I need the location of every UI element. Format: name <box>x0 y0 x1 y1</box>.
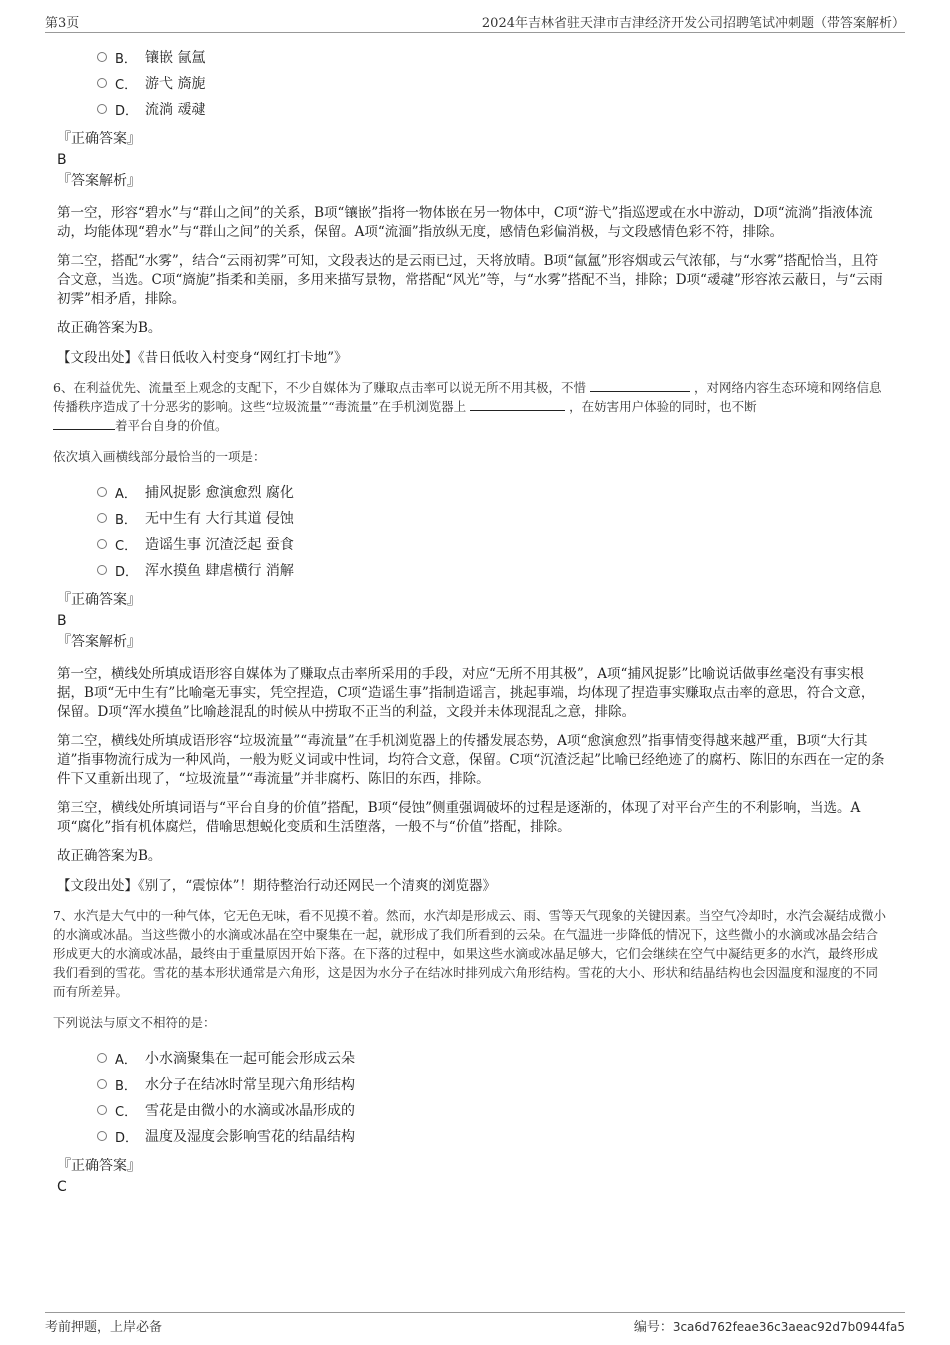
option-c[interactable]: C． 造谣生事 沉渣泛起 蚕食 <box>97 531 887 557</box>
analysis-paragraph: 第一空，横线处所填成语形容自媒体为了赚取点击率所采用的手段，对应“无所不用其极”，A项“捕风捉影”比喻说话做事丝毫没有事实根据，B项“无中生有”比喻毫无事实，凭空捏造，C项“造谣生事”指制造谣言，挑起事端，均体现了捏造事实赚取点击率的意思，符合文意，保留。D项“浑水摸鱼”比喻趁混乱的时候从中捞取不正当的利益，文段并未体现混乱之意，排除。 <box>57 666 875 720</box>
page-number: 第3页 <box>45 16 80 31</box>
q5-options <box>57 44 887 122</box>
radio-icon[interactable] <box>97 1053 107 1063</box>
answer-label: 『正确答案』 <box>57 131 141 147</box>
radio-icon[interactable] <box>97 104 107 114</box>
radio-icon[interactable] <box>97 513 107 523</box>
radio-icon[interactable] <box>97 1079 107 1089</box>
option-a[interactable]: A． 捕风捉影 愈演愈烈 腐化 <box>97 479 887 505</box>
radio-icon[interactable] <box>97 1131 107 1141</box>
source-citation: 【文段出处】《昔日低收入村变身“网红打卡地”》 <box>57 350 348 366</box>
document-code: 编号：3ca6d762feae36c3aeac92d7b0944fa5 <box>633 1320 905 1335</box>
analysis-paragraph: 第二空，横线处所填成语形容“垃圾流量”“毒流量”在手机浏览器上的传播发展态势，A项“愈演愈烈”指事情变得越来越严重，B项“大行其道”指事物流行成为一种风尚，一般为贬义词或中性词，均符合文意，保留。C项“沉渣泛起”比喻已经绝迹了的腐朽、陈旧的东西在一定的条件下又重新出现了，“垃圾流量”“毒流量”并非腐朽、陈旧的东西，排除。 <box>57 733 885 787</box>
analysis-label: 『答案解析』 <box>57 634 141 650</box>
analysis-paragraph: 第一空，形容“碧水”与“群山之间”的关系，B项“镶嵌”指将一物体嵌在另一物体中，C项“游弋”指巡逻或在水中游动，D项“流淌”指液体流动，均能体现“碧水”与“群山之间”的关系，保留。A项“流湎”指放纵无度，感情色彩偏消极，与文段感情色彩不符，排除。 <box>57 205 873 240</box>
radio-icon[interactable] <box>97 539 107 549</box>
option-b[interactable]: B． 镶嵌 氤氲 <box>97 44 887 70</box>
option-c[interactable]: C． 游弋 旖旎 <box>97 70 887 96</box>
page-content <box>53 44 887 1197</box>
q6-options <box>57 479 887 583</box>
page-header <box>45 12 905 33</box>
option-b[interactable]: B． 无中生有 大行其道 侵蚀 <box>97 505 887 531</box>
option-c[interactable]: C． 雪花是由微小的水滴或冰晶形成的 <box>97 1097 887 1123</box>
answer-label: 『正确答案』 <box>57 592 141 608</box>
answer-value: B <box>57 613 67 629</box>
question-7-stem: 7、水汽是大气中的一种气体，它无色无味，看不见摸不着。然而，水汽却是形成云、雨、雪等天气现象的关键因素。当空气冷却时，水汽会凝结成微小的水滴或冰晶。当这些微小的水滴或冰晶在空中聚集在一起，就形成了我们所看到的云朵。在气温进一步降低的情况下，这些微小的水滴或冰晶会结合形成更大的水滴或冰晶，最终由于重量原因开始下落。在下落的过程中，如果这些水滴或冰晶足够大，它们会继续在空气中凝结更多的水汽，最终形成我们看到的雪花。雪花的基本形状通常是六角形，这是因为水分子在结冰时排列成六角形结构。雪花的大小、形状和结晶结构也会因温度和湿度的不同而有所差异。 <box>53 908 886 999</box>
option-d[interactable]: D． 温度及湿度会影响雪花的结晶结构 <box>97 1123 887 1149</box>
radio-icon[interactable] <box>97 78 107 88</box>
analysis-paragraph: 第三空，横线处所填词语与“平台自身的价值”搭配，B项“侵蚀”侧重强调破坏的过程是逐渐的，体现了对平台产生的不利影响，当选。A项“腐化”指有机体腐烂，借喻思想蜕化变质和生活堕落，一般不与“价值”搭配，排除。 <box>57 800 861 835</box>
footer-slogan: 考前押题，上岸必备 <box>45 1320 163 1335</box>
option-d[interactable]: D． 浑水摸鱼 肆虐横行 消解 <box>97 557 887 583</box>
question-prompt: 下列说法与原文不相符的是： <box>53 1015 216 1030</box>
analysis-conclusion: 故正确答案为B。 <box>57 848 162 864</box>
question-prompt: 依次填入画横线部分最恰当的一项是： <box>53 449 266 464</box>
answer-value: C <box>57 1179 67 1195</box>
source-citation: 【文段出处】《别了，“震惊体”！期待整治行动还网民一个清爽的浏览器》 <box>57 878 497 894</box>
analysis-paragraph: 第二空，搭配“水雾”，结合“云雨初霁”可知，文段表达的是云雨已过，天将放晴。B项“氤氲”形容烟或云气浓郁，与“水雾”搭配恰当，且符合文意，当选。C项“旖旎”指柔和美丽，多用来描写景物，常搭配“风光”等，与“水雾”搭配不当，排除；D项“叆叇”形容浓云蔽日，与“云雨初霁”相矛盾，排除。 <box>57 253 883 307</box>
option-b[interactable]: B． 水分子在结冰时常呈现六角形结构 <box>97 1071 887 1097</box>
option-a[interactable]: A． 小水滴聚集在一起可能会形成云朵 <box>97 1045 887 1071</box>
option-d[interactable]: D． 流淌 叆叇 <box>97 96 887 122</box>
answer-label: 『正确答案』 <box>57 1158 141 1174</box>
blank-1 <box>590 379 690 392</box>
question-6-stem: 6、在利益优先、流量至上观念的支配下，不少自媒体为了赚取点击率可以说无所不用其极，不惜 ，对网络内容生态环境和网络信息传播秩序造成了十分恶劣的影响。这些“垃圾流量”“毒流量”在手机浏览器上 ，在妨害用户体验的同时，也不断 着平台自身的价值。 <box>53 380 882 433</box>
radio-icon[interactable] <box>97 565 107 575</box>
analysis-label: 『答案解析』 <box>57 173 141 189</box>
blank-2 <box>470 398 565 411</box>
radio-icon[interactable] <box>97 1105 107 1115</box>
radio-icon[interactable] <box>97 52 107 62</box>
radio-icon[interactable] <box>97 487 107 497</box>
blank-3 <box>53 417 115 430</box>
q7-options <box>57 1045 887 1149</box>
document-title: 2024年吉林省驻天津市吉津经济开发公司招聘笔试冲刺题（带答案解析） <box>481 16 905 31</box>
page-footer <box>45 1312 905 1334</box>
answer-value: B <box>57 152 67 168</box>
analysis-conclusion: 故正确答案为B。 <box>57 320 162 336</box>
